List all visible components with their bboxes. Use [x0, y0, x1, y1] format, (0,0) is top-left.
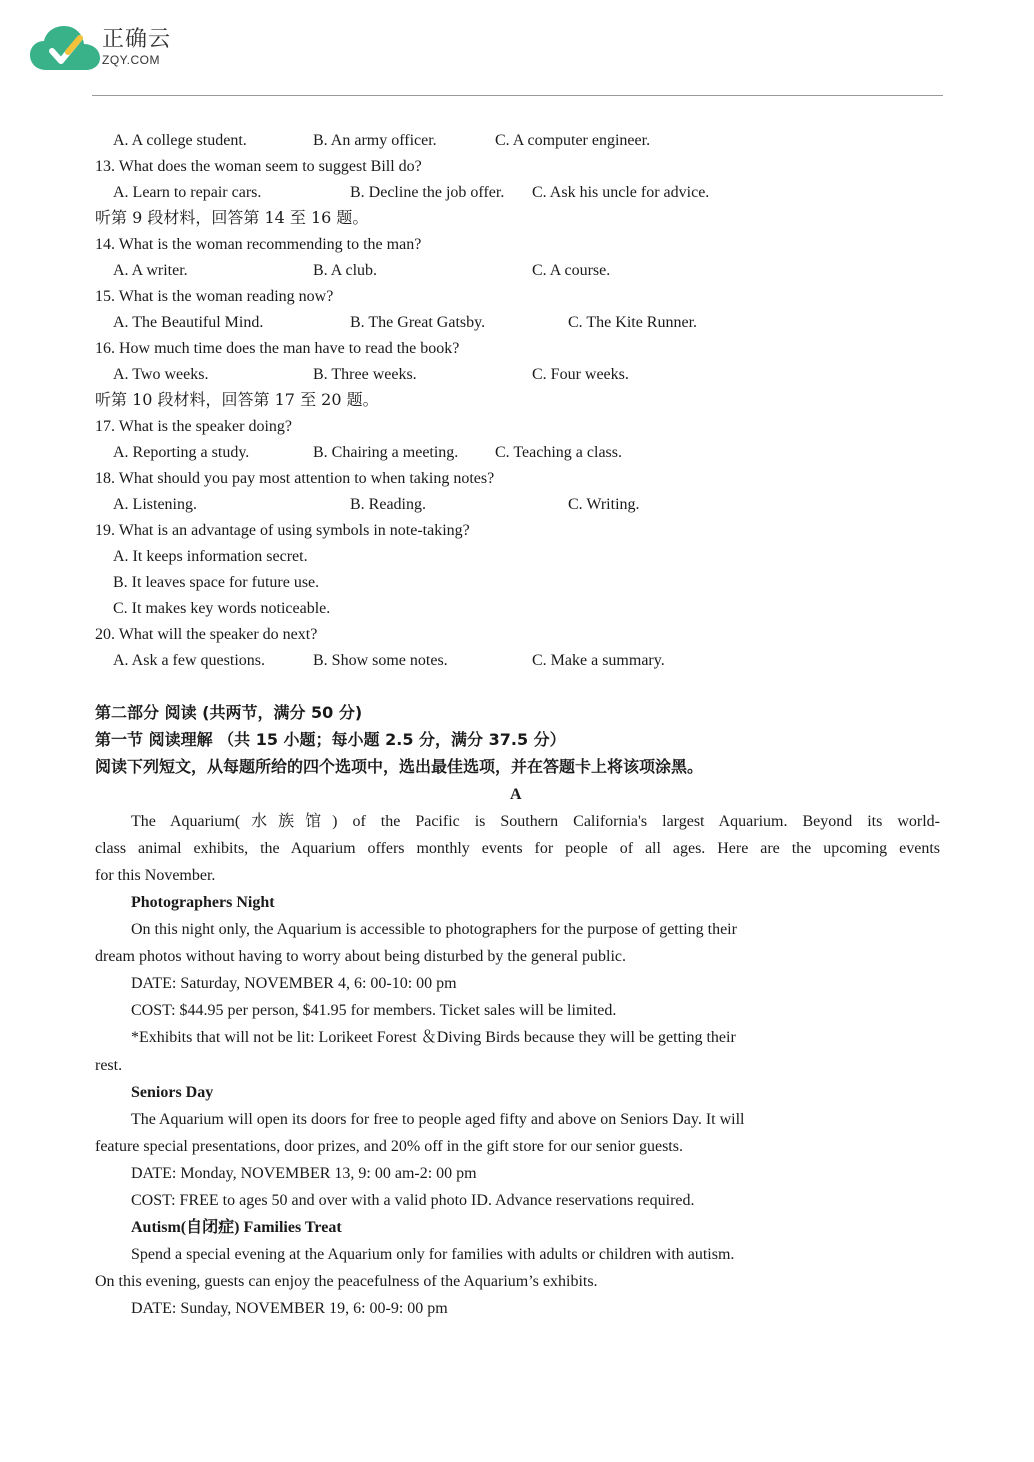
- q19-option-b: B. It leaves space for future use.: [113, 574, 320, 591]
- q12-option-b: B. An army officer.: [313, 132, 437, 149]
- event-3-date: DATE: Sunday, NOVEMBER 19, 6: 00-9: 00 pm: [131, 1300, 448, 1317]
- q14-option-b: B. A club.: [313, 262, 378, 279]
- q20-option-c: C. Make a summary.: [532, 652, 665, 669]
- q14-option-c: C. A course.: [532, 262, 611, 279]
- cloud-check-logo-icon: [30, 24, 100, 74]
- event-2-desc-line-1: The Aquarium will open its doors for free to people aged fifty and above on Seniors Day. It will: [131, 1111, 745, 1128]
- event-1-desc-line-1: On this night only, the Aquarium is accessible to photographers for the purpose of getting their: [131, 921, 737, 938]
- q17-option-a: A. Reporting a study.: [113, 444, 250, 461]
- q13-option-a: A. Learn to repair cars.: [113, 184, 262, 201]
- event-1-note-line-1: *Exhibits that will not be lit: Lorikeet Forest ＆Diving Birds because they will be getting their: [131, 1029, 736, 1046]
- question-20: 20. What will the speaker do next?: [95, 626, 318, 643]
- header-divider: [92, 95, 943, 96]
- reading-instruction: 阅读下列短文，从每题所给的四个选项中，选出最佳选项，并在答题卡上将该项涂黑。: [95, 757, 704, 776]
- q16-option-b: B. Three weeks.: [313, 366, 417, 383]
- intro-line-3: for this November.: [95, 867, 216, 884]
- q15-option-c: C. The Kite Runner.: [568, 314, 698, 331]
- brand-name: [102, 28, 171, 67]
- q18-option-a: A. Listening.: [113, 496, 197, 513]
- part-2-heading: 第二部分 阅读 (共两节，满分 50 分): [95, 703, 363, 722]
- event-2-desc-line-2: feature special presentations, door prizes, and 20% off in the gift store for our senior guests.: [95, 1138, 683, 1155]
- q14-option-a: A. A writer.: [113, 262, 188, 279]
- brand-name-en: ZQY.COM: [102, 53, 160, 67]
- event-1-date: DATE: Saturday, NOVEMBER 4, 6: 00-10: 00 pm: [131, 975, 457, 992]
- event-2-cost: COST: FREE to ages 50 and over with a valid photo ID. Advance reservations required.: [131, 1192, 695, 1209]
- q20-option-a: A. Ask a few questions.: [113, 652, 265, 669]
- passage-label: A: [510, 786, 522, 803]
- question-19: 19. What is an advantage of using symbols in note-taking?: [95, 522, 470, 539]
- event-1-cost: COST: $44.95 per person, $41.95 for members. Ticket sales will be limited.: [131, 1002, 617, 1019]
- event-3-desc-line-1: Spend a special evening at the Aquarium only for families with adults or children with autism.: [131, 1246, 735, 1263]
- material-10-instruction: 听第 10 段材料，回答第 17 至 20 题。: [95, 390, 379, 409]
- event-photographers-night-title: Photographers Night: [131, 894, 275, 911]
- q20-option-b: B. Show some notes.: [313, 652, 448, 669]
- q17-option-b: B. Chairing a meeting.: [313, 444, 459, 461]
- event-1-note-line-2: rest.: [95, 1057, 123, 1074]
- q16-option-a: A. Two weeks.: [113, 366, 209, 383]
- q19-option-a: A. It keeps information secret.: [113, 548, 308, 565]
- intro-line-1: The Aquarium(水族馆) of the Pacific is Southern California's largest Aquarium. Beyond its world-: [131, 813, 940, 830]
- question-15: 15. What is the woman reading now?: [95, 288, 334, 305]
- section-1-heading: 第一节 阅读理解 （共 15 小题；每小题 2.5 分，满分 37.5 分）: [95, 730, 566, 749]
- event-1-desc-line-2: dream photos without having to worry about being disturbed by the general public.: [95, 948, 626, 965]
- q16-option-c: C. Four weeks.: [532, 366, 629, 383]
- question-18: 18. What should you pay most attention to when taking notes?: [95, 470, 495, 487]
- event-2-date: DATE: Monday, NOVEMBER 13, 9: 00 am-2: 00 pm: [131, 1165, 477, 1182]
- event-autism-families-title: Autism(自闭症) Families Treat: [131, 1219, 342, 1236]
- question-16: 16. How much time does the man have to read the book?: [95, 340, 460, 357]
- q18-option-b: B. Reading.: [350, 496, 426, 513]
- question-14: 14. What is the woman recommending to the man?: [95, 236, 422, 253]
- event-3-desc-line-2: On this evening, guests can enjoy the peacefulness of the Aquarium’s exhibits.: [95, 1273, 598, 1290]
- q17-option-c: C. Teaching a class.: [495, 444, 622, 461]
- brand-name-cn: 正确云: [102, 27, 172, 52]
- question-17: 17. What is the speaker doing?: [95, 418, 292, 435]
- q12-option-a: A. A college student.: [113, 132, 247, 149]
- intro-line-2: class animal exhibits, the Aquarium offers monthly events for people of all ages. Here are the upcoming events: [95, 840, 940, 857]
- q13-option-b: B. Decline the job offer.: [350, 184, 505, 201]
- page-header: [0, 0, 1034, 100]
- event-seniors-day-title: Seniors Day: [131, 1084, 214, 1101]
- q12-option-c: C. A computer engineer.: [495, 132, 651, 149]
- q13-option-c: C. Ask his uncle for advice.: [532, 184, 710, 201]
- material-9-instruction: 听第 9 段材料，回答第 14 至 16 题。: [95, 208, 369, 227]
- q15-option-b: B. The Great Gatsby.: [350, 314, 486, 331]
- question-13: 13. What does the woman seem to suggest Bill do?: [95, 158, 422, 175]
- q18-option-c: C. Writing.: [568, 496, 640, 513]
- q15-option-a: A. The Beautiful Mind.: [113, 314, 264, 331]
- q19-option-c: C. It makes key words noticeable.: [113, 600, 331, 617]
